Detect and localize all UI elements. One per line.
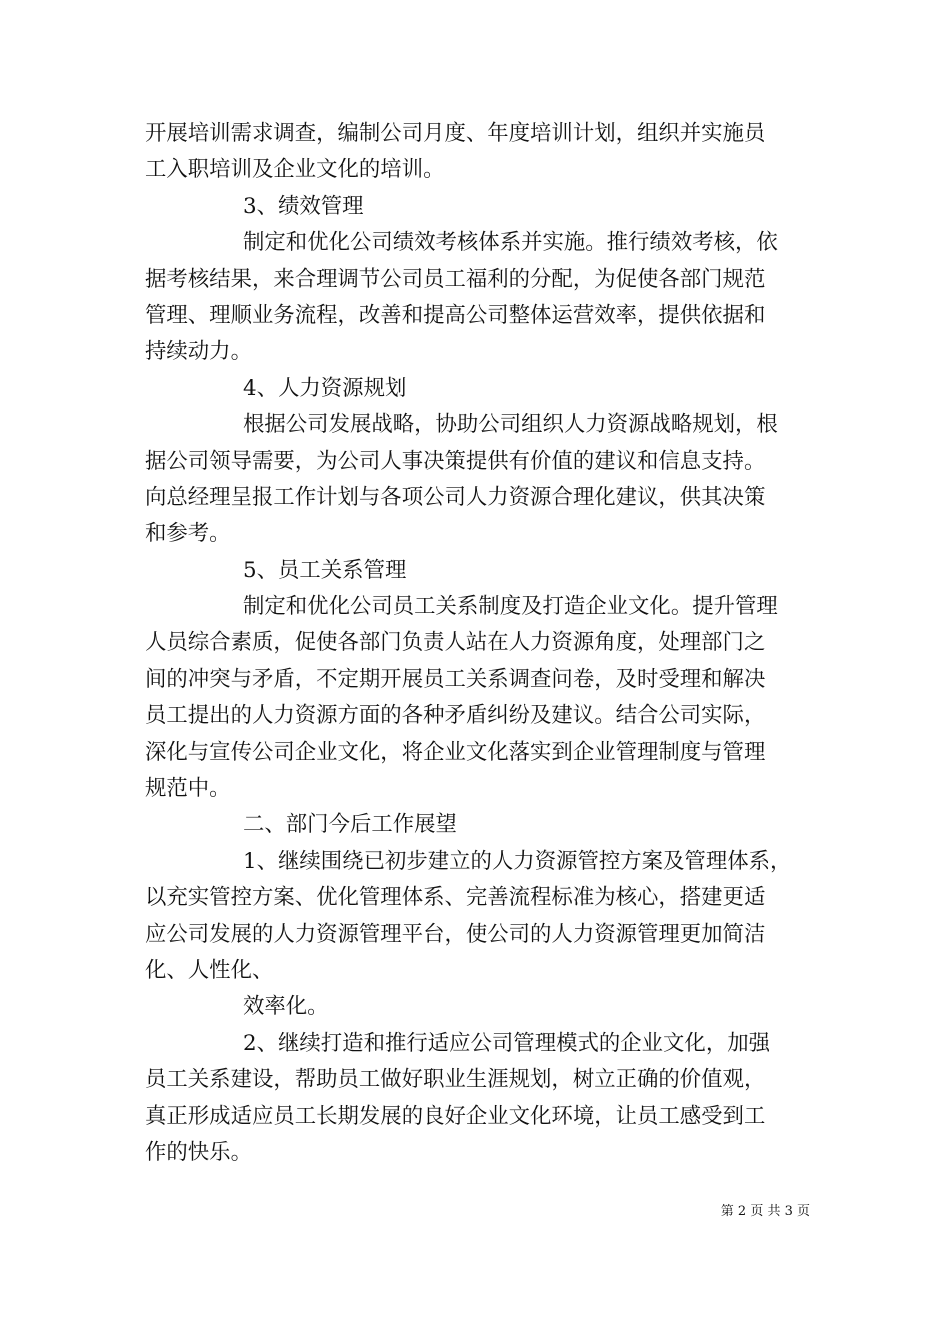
text-line: 2、继续打造和推行适应公司管理模式的企业文化，加强: [243, 1030, 770, 1056]
text-line: 管理、理顺业务流程，改善和提高公司整体运营效率，提供依据和: [145, 302, 766, 328]
text-line: 化、人性化、: [145, 957, 274, 983]
document-body: [145, 116, 810, 1171]
text-line: 向总经理呈报工作计划与各项公司人力资源合理化建议，供其决策: [145, 484, 766, 510]
text-line: 人员综合素质，促使各部门负责人站在人力资源角度，处理部门之: [145, 630, 766, 656]
text-line: 1、继续围绕已初步建立的人力资源管控方案及管理体系，: [243, 848, 792, 874]
text-line: 规范中。: [145, 776, 231, 802]
text-line: 员工关系建设，帮助员工做好职业生涯规划，树立正确的价值观，: [145, 1067, 766, 1093]
text-line: 据考核结果，来合理调节公司员工福利的分配，为促使各部门规范: [145, 266, 766, 292]
page-number: 第 2 页 共 3 页: [720, 1204, 810, 1219]
text-line: 深化与宣传公司企业文化，将企业文化落实到企业管理制度与管理: [145, 739, 766, 765]
text-line: 根据公司发展战略，协助公司组织人力资源战略规划，根: [243, 412, 778, 438]
text-line: 和参考。: [145, 521, 231, 547]
text-line: 真正形成适应员工长期发展的良好企业文化环境，让员工感受到工: [145, 1103, 766, 1129]
text-line: 4、人力资源规划: [243, 375, 407, 401]
text-line: 应公司发展的人力资源管理平台，使公司的人力资源管理更加简洁: [145, 921, 766, 947]
text-line: 以充实管控方案、优化管理体系、完善流程标准为核心，搭建更适: [145, 885, 766, 911]
text-line: 制定和优化公司绩效考核体系并实施。推行绩效考核，依: [243, 230, 778, 256]
text-line: 工入职培训及企业文化的培训。: [145, 157, 445, 183]
text-line: 开展培训需求调查，编制公司月度、年度培训计划，组织并实施员: [145, 121, 766, 146]
text-line: 持续动力。: [145, 339, 252, 365]
text-line: 间的冲突与矛盾，不定期开展员工关系调查问卷，及时受理和解决: [145, 666, 766, 692]
text-line: 据公司领导需要，为公司人事决策提供有价值的建议和信息支持。: [145, 448, 766, 474]
text-line: 3、绩效管理: [243, 193, 364, 219]
text-line: 效率化。: [243, 994, 329, 1020]
text-line: 员工提出的人力资源方面的各种矛盾纠纷及建议。结合公司实际，: [145, 703, 766, 729]
text-line: 二、部门今后工作展望: [243, 812, 457, 838]
text-line: 制定和优化公司员工关系制度及打造企业文化。提升管理: [243, 594, 778, 620]
text-line: 作的快乐。: [145, 1139, 252, 1165]
text-line: 5、员工关系管理: [243, 557, 407, 583]
